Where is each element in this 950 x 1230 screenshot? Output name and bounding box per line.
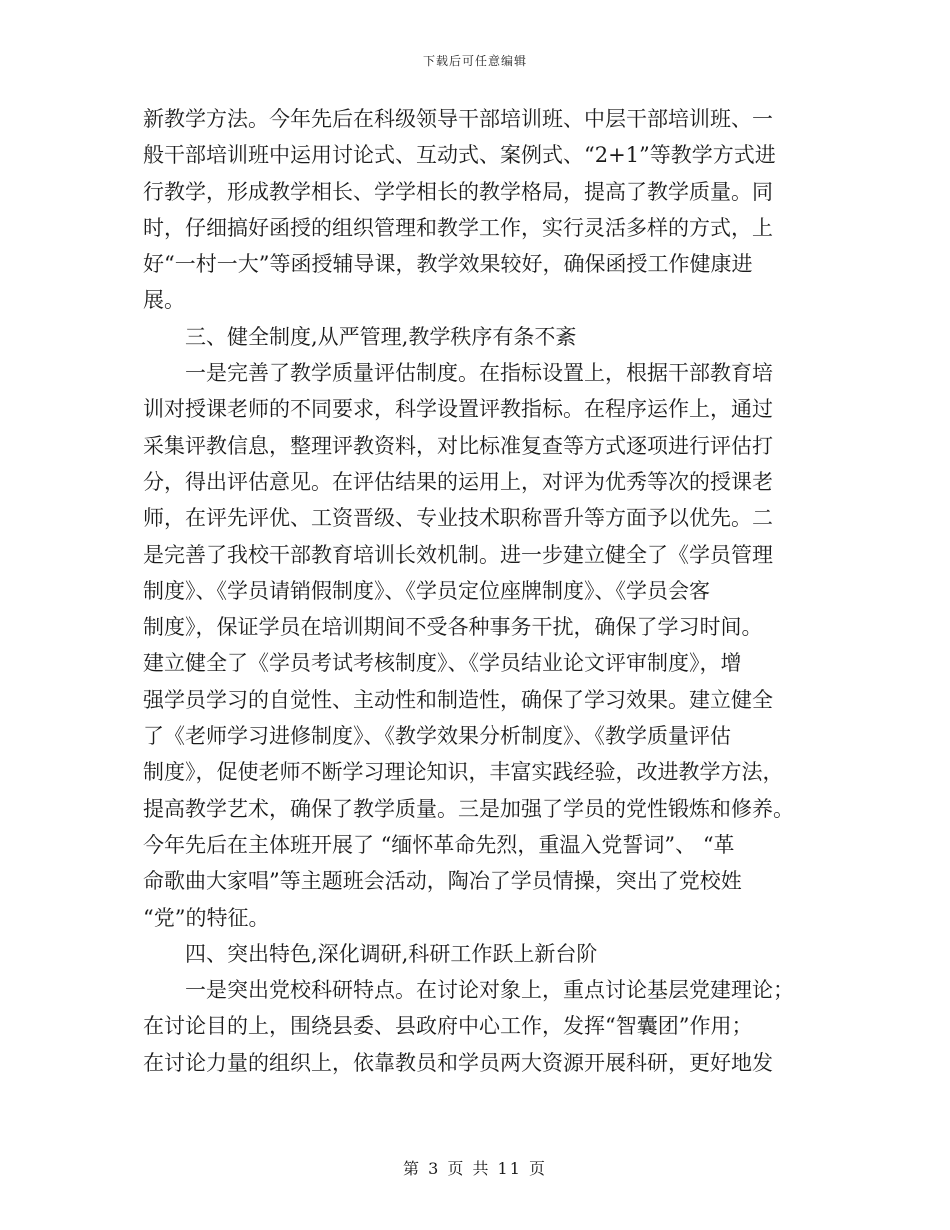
text-line: 了《老师学习进修制度》、《教学效果分析制度》、《教学质量评估	[143, 724, 731, 749]
document-body	[143, 101, 807, 1081]
text-line: 新教学方法。今年先后在科级领导干部培训班、中层干部培训班、一	[143, 107, 773, 131]
text-line: 一是突出党校科研特点。在讨论对象上，重点讨论基层党建理论；	[143, 978, 794, 1003]
text-line: 建立健全了《学员考试考核制度》、《学员结业论文评审制度》，增	[143, 651, 742, 676]
text-line: 展。	[143, 288, 185, 313]
text-line: 时，仔细搞好函授的组织管理和教学工作，实行灵活多样的方式，上	[143, 215, 773, 240]
page-header: 下载后可任意编辑	[422, 54, 527, 68]
text-line: 是完善了我校干部教育培训长效机制。进一步建立健全了《学员管理	[143, 542, 773, 567]
text-line: 在讨论目的上，围绕县委、县政府中心工作，发挥“智囊团”作用；	[143, 1014, 753, 1039]
text-line: 训对授课老师的不同要求，科学设置评教指标。在程序运作上，通过	[143, 397, 773, 422]
text-line: 制度》，保证学员在培训期间不受各种事务干扰，确保了学习时间。	[143, 615, 763, 640]
text-line: 制度》，促使老师不断学习理论知识，丰富实践经验，改进教学方法，	[143, 760, 784, 785]
text-line: 命歌曲大家唱”等主题班会活动，陶冶了学员情操，突出了党校姓	[143, 869, 742, 894]
text-line: 强学员学习的自觉性、主动性和制造性，确保了学习效果。建立健全	[143, 687, 773, 712]
page-number-footer: 第 3 页 共 11 页	[403, 1159, 547, 1178]
text-line: 提高教学艺术，确保了教学质量。三是加强了学员的党性锻炼和修养。	[143, 796, 794, 821]
text-line: “党”的特征。	[143, 905, 270, 930]
text-line: 师，在评先评优、工资晋级、专业技术职称晋升等方面予以优先。二	[143, 506, 773, 531]
text-line: 好“一村一大”等函授辅导课，教学效果较好，确保函授工作健康进	[143, 252, 753, 277]
text-line: 般干部培训班中运用讨论式、互动式、案例式、“2+1”等教学方式进	[143, 143, 776, 168]
section-heading: 四、突出特色,深化调研,科研工作跃上新台阶	[143, 941, 598, 966]
text-line: 一是完善了教学质量评估制度。在指标设置上，根据干部教育培	[143, 361, 773, 386]
text-line: 今年先后在主体班开展了 “缅怀革命先烈，重温入党誓词”、 “革	[143, 832, 735, 857]
text-line: 采集评教信息，整理评教资料，对比标准复查等方式逐项进行评估打	[143, 433, 773, 458]
text-line: 分，得出评估意见。在评估结果的运用上，对评为优秀等次的授课老	[143, 469, 773, 494]
text-line: 制度》、《学员请销假制度》、《学员定位座牌制度》、《学员会客	[143, 578, 710, 603]
text-line: 行教学，形成教学相长、学学相长的教学格局，提高了教学质量。同	[143, 179, 773, 204]
text-line: 在讨论力量的组织上，依靠教员和学员两大资源开展科研，更好地发	[143, 1050, 773, 1075]
section-heading: 三、健全制度,从严管理,教学秩序有条不紊	[143, 324, 577, 349]
